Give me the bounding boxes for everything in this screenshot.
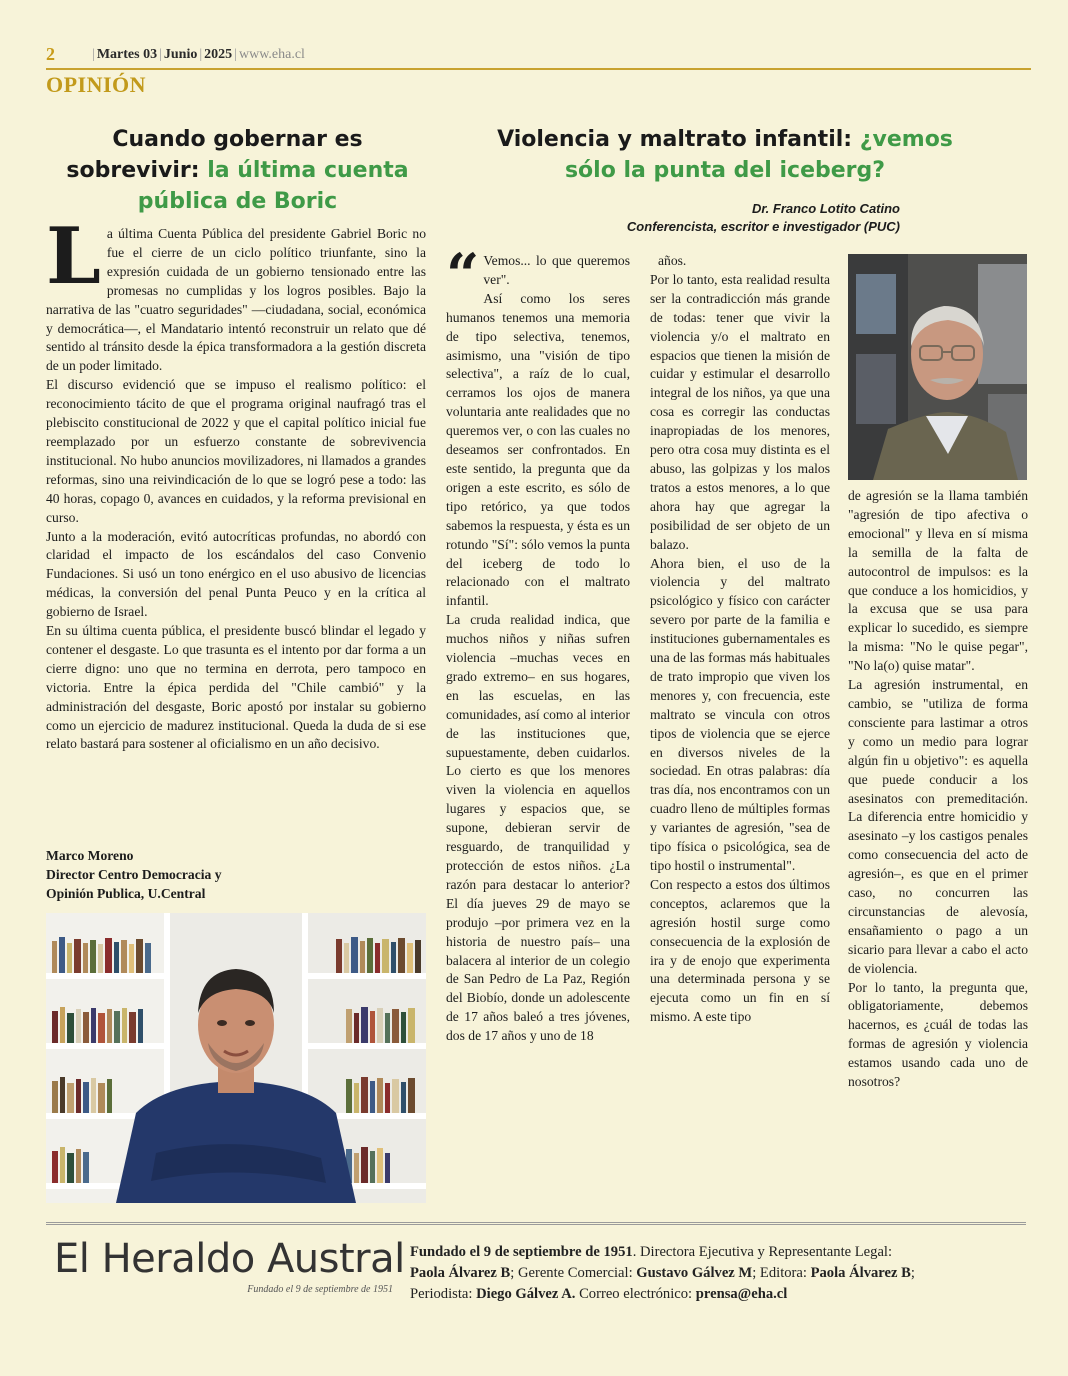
right-article-col-3: [848, 487, 1028, 1092]
section-title: OPINIÓN: [46, 72, 147, 97]
footer-director-name: Paola Álvarez B: [410, 1265, 511, 1281]
masthead-subtitle: Fundado el 9 de septiembre de 1951: [247, 1284, 393, 1295]
right-col2-paragraph-4: Con respecto a estos dos últimos conceptos, aclaremos que la agresión hostil surge como consecuencia de la explosión de ira y de enojo que experimenta una determinada persona y se ejecuta como un fin en sí mismo. A este tipo: [650, 876, 830, 1025]
left-author-role-1: Director Centro Democracia y: [46, 867, 222, 882]
footer-gerente-name: Gustavo Gálvez M: [636, 1265, 753, 1281]
right-article-col-1: [446, 241, 630, 1046]
left-author-photo: [46, 913, 426, 1203]
left-headline: [60, 124, 415, 217]
masthead-logo: [50, 1232, 405, 1304]
right-byline: [540, 200, 900, 236]
right-col2-paragraph-1: años.: [658, 253, 687, 268]
footer-email-label: Correo electrónico:: [579, 1286, 693, 1302]
right-author-role: Conferencista, escritor e investigador (PUC): [626, 219, 900, 234]
footer-divider: [46, 1222, 1026, 1225]
right-headline-dark: Violencia y maltrato infantil:: [497, 127, 853, 152]
right-author-photo: [848, 254, 1027, 480]
footer-periodista-name: Diego Gálvez A.: [476, 1286, 576, 1302]
right-col1-paragraph-3: La cruda realidad indica, que muchos niños y niñas sufren violencia –muchas veces en grado extremo– en sus hogares, en las escuelas, en las comunidades, así como al interior de las instituciones que, supuestamente, deben cuidarlos. Lo cierto es que los menores viven la violencia en aquellos lugares y espacios que, se supone, debieran servir de resguardo, de tranquilidad y protección de estos niños. ¿La razón para destacar lo anterior? El día jueves 29 de mayo se produjo –por primera vez en la historia de nuestro país– una balacera al interior de un colegio de San Pedro de La Paz, Región del Biobío, donde un adolescente de 17 años baleó a tres jóvenes, dos de 17 años y uno de 18: [446, 612, 630, 1044]
drop-cap: L: [46, 211, 101, 302]
right-col3-paragraph-2: La agresión instrumental, en cambio, se "utiliza de forma consciente para lastimar a otros y como un medio para lograr algún fin u objetivo": es aquella que puede conducir a los asesinatos con premeditación. La diferencia entre homicidio y asesinato –y los castigos penales como consecuencia del acto de agresión–, es que en el primer caso, no concurren las circunstancias de alevosía, ensañamiento o pago a un sicario para llevar a cabo el acto de violencia.: [848, 677, 1028, 976]
right-col3-paragraph-3: Por lo tanto, la pregunta que, obligatoriamente, debemos hacernos, es ¿cuál de todas las formas de agresión y violencia estamos usando cada uno de nosotros?: [848, 979, 1028, 1090]
author-photo-illustration: [46, 913, 426, 1203]
footer-founded: Fundado el 9 de septiembre de 1951: [410, 1244, 633, 1260]
left-author-signature: [46, 846, 222, 903]
right-col2-paragraph-3: Ahora bien, el uso de la violencia y del maltrato psicológico y físico con carácter severo por parte de la familia e instituciones gubernamentales es una de las formas más habituales de trato impropio que viven los menores y, con frecuencia, este maltrato se vincula con otros tipos de violencia que se ejerce en diversos niveles de la sociedad. En otras palabras: día tras día, nos encontramos con un cuadro lleno de múltiples formas y variantes de agresión, "sea de tipo física o psicológica, sea de tipo hostil o instrumental".: [650, 555, 830, 873]
page-number: 2: [46, 44, 55, 64]
left-paragraph-4: En su última cuenta pública, el presidente buscó blindar el legado y contener el desgaste. Lo que trasunta es el intento por dar forma a un cierre digno: uno que no termina en derrota, pero tampoco en victoria. Entre la épica perdida del "Chile cambió" y la administración del desgaste, Boric apostó por instalar su gobierno como un ejercicio de madurez institucional. Queda la duda de si ese relato bastará para sostener al oficialismo en un año decisivo.: [46, 623, 426, 752]
right-col1-paragraph-2: Así como los seres humanos tenemos una memoria de tipo selectiva, tenemos, asimismo, una "visión de tipo selectiva", a raíz de lo cual, cerramos los ojos de manera voluntaria ante realidades que no queremos ver, o con las cuales no deseamos ser confrontados. En este sentido, la pregunta que da origen a este escrito, es sólo de tipo retórico, ya que todos sabemos la respuesta, y ésta es un rotundo "Sí": sólo vemos la punta del iceberg de todo lo relacionado con el maltrato infantil.: [446, 290, 630, 609]
right-headline: [470, 124, 980, 186]
footer-director-label: . Directora Ejecutiva y Representante Legal:: [632, 1244, 893, 1260]
date-line: | Martes 03 | Junio | 2025 | www.eha.cl: [92, 47, 305, 62]
left-article-body: [46, 211, 426, 754]
footer-editora-name: Paola Álvarez B: [810, 1265, 911, 1281]
left-headline-dark: Cuando gobernar es sobrevivir:: [66, 127, 363, 183]
date-year: 2025: [204, 47, 233, 62]
left-author-role-2: Opinión Publica, U.Central: [46, 886, 206, 901]
right-article-col-2: [650, 252, 830, 1027]
left-author-name: Marco Moreno: [46, 848, 134, 863]
website-link[interactable]: www.eha.cl: [238, 47, 305, 62]
date-day: Martes 03: [96, 47, 158, 62]
page-header: [46, 42, 1031, 70]
footer-email[interactable]: prensa@eha.cl: [695, 1286, 788, 1302]
left-paragraph-3: Junto a la moderación, evitó autocríticas profundas, no abordó con claridad el impacto de los escándalos del caso Convenio Fundaciones. Si usó un tono enérgico en el uso abusivo de licencias médicas, la conversión del penal Punta Peuco y en la crítica al gobierno de Israel.: [46, 528, 426, 620]
date-month: Junio: [163, 47, 198, 62]
right-author: Dr. Franco Lotito Catino: [751, 201, 900, 216]
right-col2-paragraph-2: Por lo tanto, esta realidad resulta ser la contradicción más grande de todas: tener que vivir la violencia y/o el maltrato en espacios que tienen la misión de cuidar y estimular el desarrollo integral de los niños, ya que una cosa es corregir las conductas inapropiadas de los menores, pero otra cosa muy distinta es el abuso, las golpizas y los malos tratos a estos menores, a lo que ahora hay que agregar la posibilidad de ser objeto de un balazo.: [650, 271, 830, 552]
footer-editora-label: ; Editora:: [752, 1265, 807, 1281]
footer-periodista-label: Periodista:: [410, 1286, 473, 1302]
quote-mark: “: [446, 241, 480, 309]
masthead-title: El Heraldo Austral: [54, 1236, 405, 1282]
right-headline-green: ¿vemos sólo la punta del iceberg?: [564, 127, 953, 183]
right-col1-paragraph-1: Vemos... lo que queremos ver".: [483, 253, 630, 287]
left-paragraph-1: a última Cuenta Pública del presidente Gabriel Boric no fue el cierre de un ciclo político triunfante, sino la expresión cuidada de un gobierno tensionado entre las promesas no cumplidas y los logros posibles. Bajo la narrativa de las "cuatro seguridades" —ciudadana, social, económica y democrática—, el Mandatario intentó reconstruir un relato que dé sentido al tránsito desde la épica transformadora a la gestión discreta de un poder limitado.: [46, 226, 426, 374]
left-paragraph-2: El discurso evidenció que se impuso el realismo político: el reconocimiento tácito de que el programa original naufragó tras el plebiscito constitucional de 2022 y que el capital político inicial fue reemplazado por un esfuerzo constante de sobrevivencia institucional. No hubo anuncios movilizadores, ni llamados a grandes reformas, sino una reivindicación de lo que se logró pese a todo: las 40 horas, copago 0, avances en cuidados, y la reforma previsional en curso.: [46, 377, 426, 525]
right-author-photo-illustration: [848, 254, 1027, 480]
footer-credits: Fundado el 9 de septiembre de 1951. Directora Ejecutiva y Representante Legal: Paola Álvarez B; Gerente Comercial: Gustavo Gálvez M; Editora: Paola Álvarez B; Periodista: Diego Gálvez A. Correo electrónico: prensa@eha.cl: [410, 1244, 915, 1302]
right-col3-paragraph-1: de agresión se la llama también "agresión de tipo afectiva o emocional" y lleva en sí misma la semilla de la falta de autocontrol de impulsos: es la que conduce a los homicidios, y la excusa que se usa para explicar lo sucedido, es siempre la misma: "No le quise pegar", "No la(o) quise matar".: [848, 488, 1028, 674]
left-headline-green: la última cuenta pública de Boric: [137, 158, 409, 214]
footer-gerente-label: ; Gerente Comercial:: [510, 1265, 633, 1281]
